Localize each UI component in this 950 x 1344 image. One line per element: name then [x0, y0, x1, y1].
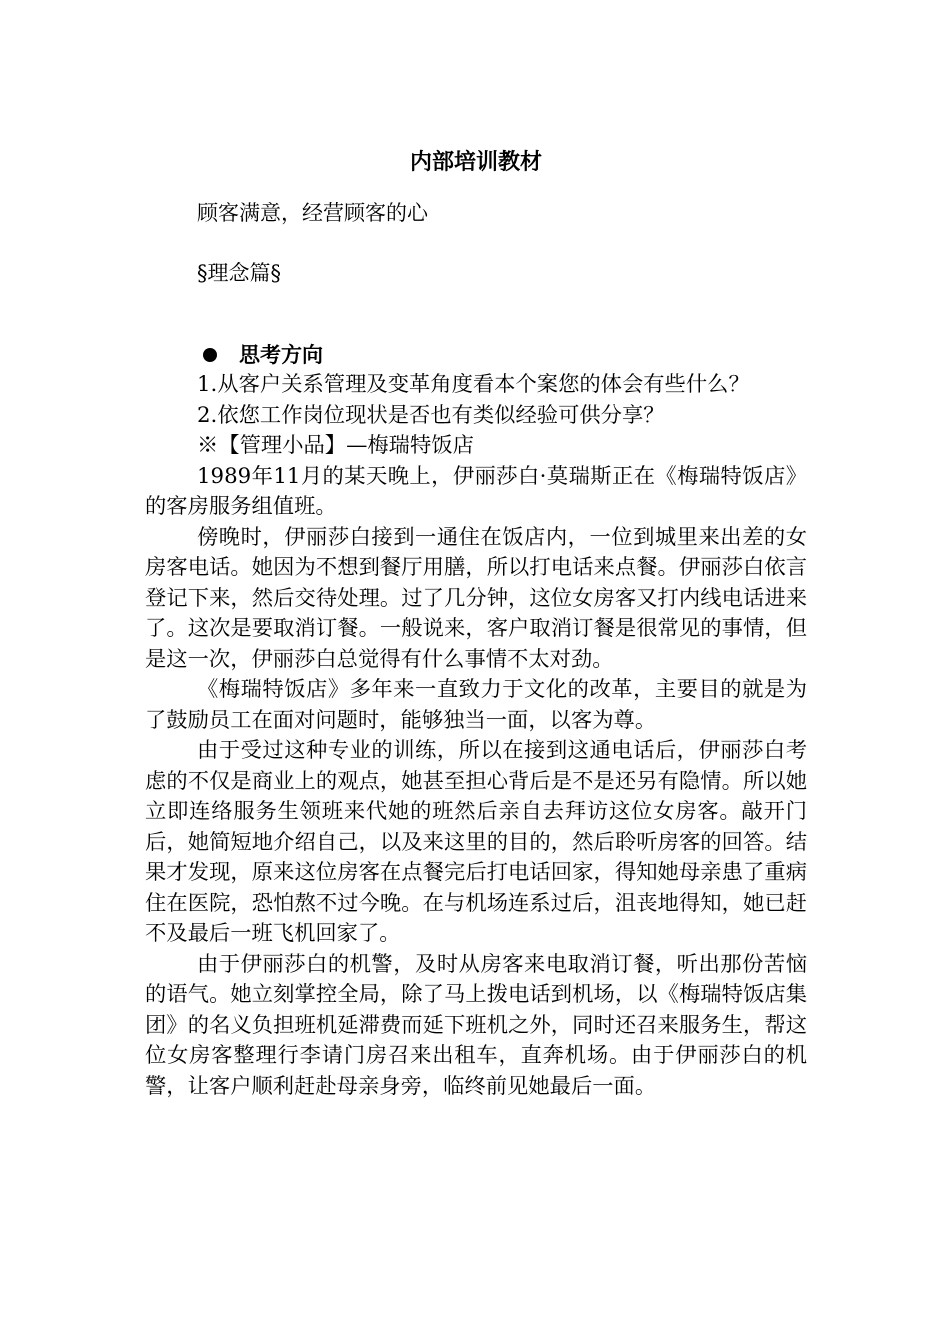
- bullet-icon: [203, 348, 217, 362]
- body-paragraph: 1989年11月的某天晚上，伊丽莎白·莫瑞斯正在《梅瑞特饭店》的客房服务组值班。: [145, 463, 807, 519]
- section-heading: [203, 340, 807, 370]
- question-2: 2.依您工作岗位现状是否也有类似经验可供分享？: [197, 402, 665, 428]
- section-label: §理念篇§: [197, 261, 281, 285]
- question-1: 1.从客户关系管理及变革角度看本个案您的体会有些什么？: [197, 372, 750, 397]
- body-paragraph: 由于伊丽莎白的机警，及时从房客来电取消订餐，听出那份苦恼的语气。她立刻掌控全局，除了马上拨电话到机场，以《梅瑞特饭店集团》的名义负担班机延滞费而延下班机之外，同时还召来服务生，帮这位女房客整理行李请门房召来出租车，直奔机场。由于伊丽莎白的机警，让客户顺利赶赴母亲身旁，临终前见她最后一面。: [145, 951, 807, 1099]
- body-paragraph: 《梅瑞特饭店》多年来一直致力于文化的改革，主要目的就是为了鼓励员工在面对问题时，能够独当一面，以客为尊。: [145, 677, 807, 733]
- case-title: ※【管理小品】—梅瑞特饭店: [197, 433, 474, 458]
- document-title: 内部培训教材: [409, 149, 542, 175]
- document-subtitle: 顾客满意，经营顾客的心: [197, 201, 428, 225]
- heading-text: 思考方向: [239, 342, 323, 367]
- body-paragraph: 傍晚时，伊丽莎白接到一通住在饭店内，一位到城里来出差的女房客电话。她因为不想到餐厅用膳，所以打电话来点餐。伊丽莎白依言登记下来，然后交待处理。过了几分钟，这位女房客又打内线电话进来了。这次是要取消订餐。一般说来，客户取消订餐是很常见的事情，但是这一次，伊丽莎白总觉得有什么事情不太对劲。: [145, 524, 807, 672]
- body-paragraph: 由于受过这种专业的训练，所以在接到这通电话后，伊丽莎白考虑的不仅是商业上的观点，她甚至担心背后是不是还另有隐情。所以她立即连络服务生领班来代她的班然后亲自去拜访这位女房客。敲开门后，她简短地介绍自己，以及来这里的目的，然后聆听房客的回答。结果才发现，原来这位房客在点餐完后打电话回家，得知她母亲患了重病住在医院，恐怕熬不过今晚。在与机场连系过后，沮丧地得知，她已赶不及最后一班飞机回家了。: [145, 738, 807, 946]
- document-page: [145, 146, 807, 1102]
